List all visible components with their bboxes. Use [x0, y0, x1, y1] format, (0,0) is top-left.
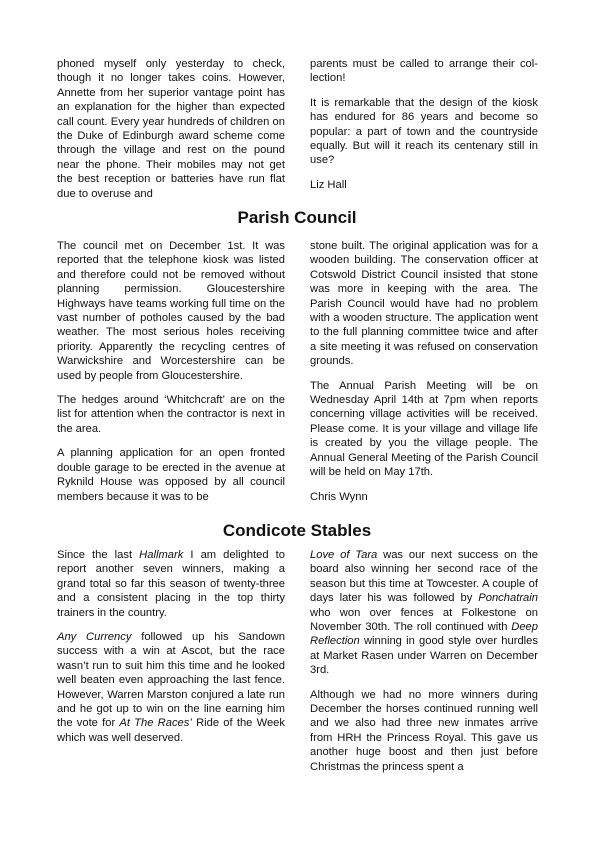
kiosk-paragraph: parents must be called to arrange their collection!: [310, 58, 538, 85]
programme-name: At The Races’: [119, 717, 192, 730]
stables-paragraph: Although we had no more winners during December the horses continued running well and we also had three new inmates arrive from HRH the Princess Royal. This gave us another huge boost and then just before Christmas the princess spent a: [310, 688, 538, 773]
author-signature: Chris Wynn: [310, 490, 368, 503]
stables-left-column: [57, 548, 285, 745]
parish-right-column: [310, 239, 538, 504]
kiosk-article-right-column: [310, 57, 538, 192]
parish-paragraph: The hedges around ‘Whitchcraft’ are on the list for attention when the contractor is next in the area.: [57, 394, 285, 435]
parish-paragraph: The Annual Parish Meeting will be on Wednesday April 14th at 7pm when reports concerning village activities will be received. Please come. It is your village and village life is created by you the village people. The Annual General Meeting of the Parish Council will be held on May 17th.: [310, 379, 538, 479]
kiosk-article-left-column: [57, 57, 285, 201]
stables-right-column: [310, 548, 538, 774]
horse-name: Any Currency: [57, 631, 132, 644]
publication-name: Hallmark: [139, 549, 184, 561]
stables-paragraph: Love of Tara was our next success on the board also winning her second race of the season but this time at Towcester. A couple of days later his was followed by Ponchatrain who won over fences at Folkestone on November 30th. The roll continued with Deep Reflection winning in good style over hurdles at Market Rasen under Warren on December 3rd.: [310, 549, 538, 677]
section-heading-parish-council: Parish Council: [237, 208, 357, 227]
horse-name: Deep Reflection: [310, 621, 538, 648]
section-heading-condicote-stables: Condicote Stables: [222, 521, 372, 540]
stables-paragraph: Since the last Hallmark I am delighted to report another seven winners, making a grand total so far this season of twenty-three and a consistent placing in the top thirty trainers in the country.: [57, 549, 285, 619]
author-signature: Liz Hall: [310, 178, 347, 191]
parish-left-column: [57, 239, 285, 504]
parish-paragraph: The council met on December 1st. It was reported that the telephone kiosk was listed and therefore could not be removed without planning permission. Gloucestershire Highways have teams working full time on the vast number of potholes caused by the bad weather. The most serious holes receiving priority. Apparently the recycling centres of Warwickshire and Worcestershire can be used by people from Gloucestershire.: [57, 240, 285, 382]
parish-paragraph: stone built. The original application was for a wooden building. The conservation officer at Cotswold District Council insisted that stone was more in keeping with the area. The Parish Council would have had no problem with a wooden structure. The application went to the full planning committee twice and after a site meeting it was refused on conservation grounds.: [310, 240, 538, 368]
horse-name: Love of Tara: [310, 549, 378, 561]
stables-paragraph: Any Currency followed up his Sandown success with a win at Ascot, but the race wasn’t run to suit him this time and he looked well beaten even approaching the last fence. However, Warren Marston conjured a late run and he got up to win on the line earning him the vote for At The Races’ Ride of the Week which was well deserved.: [57, 631, 285, 744]
kiosk-paragraph: It is remarkable that the design of the kiosk has endured for 86 years and become so popular: a part of town and the countryside equally. But will it reach its centenary still in use?: [310, 96, 538, 167]
kiosk-paragraph: phoned myself only yesterday to check, though it no longer takes coins. However, Annette from her superior vantage point has an explanation for the higher than expected call count. Every year hundreds of children on the Duke of Edinburgh award scheme come through the village and rest on the pound near the phone. Their mobiles may not get the best reception or batteries have run flat due to overuse and: [57, 58, 285, 200]
parish-paragraph: A planning application for an open fronted double garage to be erected in the avenue at Ryknild House was opposed by all council members because it was to be: [57, 447, 285, 503]
horse-name: Ponchatrain: [478, 592, 538, 605]
